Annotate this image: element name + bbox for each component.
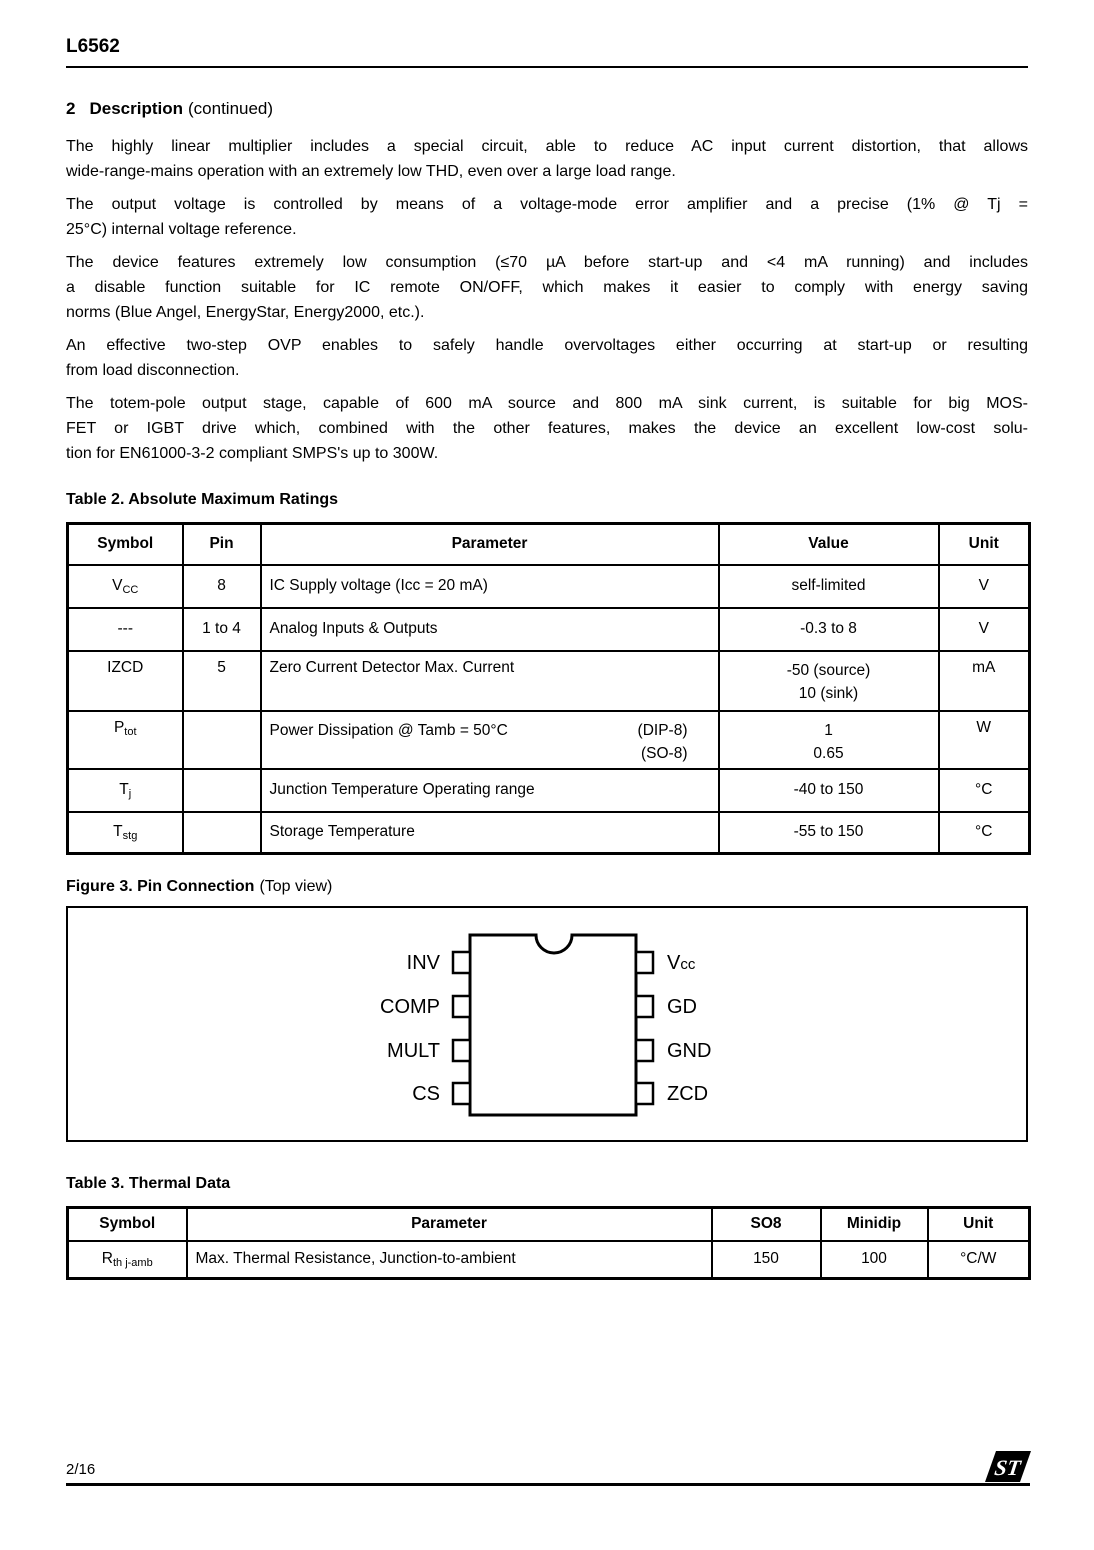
parameter-cell: Junction Temperature Operating range [261, 769, 719, 812]
pin-connection-figure [66, 906, 1028, 1142]
pin-cell: 5 [183, 651, 261, 711]
pin-label-inv: INV [406, 952, 440, 974]
pin-label-comp: COMP [380, 996, 440, 1018]
pin-label-gd: GD [667, 996, 697, 1018]
symbol-cell: $R_{th j-amb}$ [68, 1241, 187, 1279]
column-header: Minidip [821, 1208, 928, 1241]
figure3-caption [66, 877, 1028, 897]
section-number: 2 [66, 99, 76, 118]
column-header: SO8 [712, 1208, 821, 1241]
pin-box [636, 996, 653, 1017]
table-row [68, 812, 1030, 854]
unit-cell: mA [939, 651, 1030, 711]
column-header: Unit [928, 1208, 1030, 1241]
symbol-cell: $V_{CC}$ [68, 565, 183, 608]
parameter-cell: IC Supply voltage (Icc = 20 mA) [261, 565, 719, 608]
pin-label-gnd: GND [667, 1040, 712, 1062]
paragraph-line: The device features extremely low consumption (≤70 µA before start-up and <4 mA running) and includes [66, 254, 1028, 271]
table3-caption: Table 3. Thermal Data [66, 1175, 231, 1192]
figure3-caption-bold: Figure 3. Pin Connection [66, 878, 255, 895]
pin-box [453, 996, 470, 1017]
value-cell: -50 (source) 10 (sink) [719, 651, 939, 711]
column-header: Pin [183, 524, 261, 565]
paragraph-line: from load disconnection. [66, 362, 240, 379]
paragraph-line: The highly linear multiplier includes a special circuit, able to reduce AC input current distortion, that allows [66, 138, 1028, 155]
paragraph [66, 391, 1028, 466]
pin-cell [183, 769, 261, 812]
page-title: L6562 [66, 36, 120, 57]
paragraph-line: An effective two-step OVP enables to safely handle overvoltages either occurring at start-up or resulting [66, 337, 1028, 354]
so8-cell: 150 [712, 1241, 821, 1279]
page-number: 2/16 [66, 1461, 96, 1478]
pin-cell: 8 [183, 565, 261, 608]
paragraph-line: wide-range-mains operation with an extremely low THD, even over a large load range. [66, 163, 676, 180]
paragraph-line: The totem-pole output stage, capable of 600 mA source and 800 mA sink current, is suitable for big MOS- [66, 395, 1028, 412]
symbol-cell: $P_{tot}$ [68, 711, 183, 769]
unit-cell: °C [939, 769, 1030, 812]
pin-label-mult: MULT [387, 1040, 440, 1062]
pin-box [453, 952, 470, 973]
parameter-cell: Power Dissipation @ Tamb = 50°C (DIP-8) (SO-8) [261, 711, 719, 769]
paragraph-line: norms (Blue Angel, EnergyStar, Energy2000, etc.). [66, 304, 425, 321]
paragraph-line: The output voltage is controlled by means of a voltage-mode error amplifier and a precise (1% @ Tj = [66, 196, 1028, 213]
unit-cell: V [939, 608, 1030, 651]
table-row [68, 651, 1030, 711]
thermal-data-table [66, 1206, 1031, 1280]
table-row [68, 1241, 1030, 1279]
unit-cell: °C/W [928, 1241, 1030, 1279]
absolute-maximum-ratings-table [66, 522, 1031, 855]
figure3-caption-suffix: (Top view) [259, 878, 333, 895]
paragraph [66, 134, 1028, 184]
symbol-cell: $T_j$ [68, 769, 183, 812]
paragraph-line: tion for EN61000-3-2 compliant SMPS's up to 300W. [66, 445, 439, 462]
column-header: Symbol [68, 1208, 187, 1241]
table-row [68, 565, 1030, 608]
column-header: Unit [939, 524, 1030, 565]
unit-cell: °C [939, 812, 1030, 854]
table-header-row [68, 1208, 1030, 1241]
section-suffix: (continued) [188, 99, 274, 118]
pin-box [636, 1040, 653, 1061]
parameter-cell: Max. Thermal Resistance, Junction-to-ambient [187, 1241, 712, 1279]
paragraph-line: 25°C) internal voltage reference. [66, 221, 297, 238]
paragraph [66, 333, 1028, 383]
pin-label-cs: CS [412, 1083, 440, 1105]
table-row [68, 711, 1030, 769]
dip8-package-diagram [68, 908, 1025, 1139]
table2-caption: Table 2. Absolute Maximum Ratings [66, 491, 339, 508]
section-heading [66, 98, 1028, 120]
value-cell: -0.3 to 8 [719, 608, 939, 651]
value-cell: self-limited [719, 565, 939, 608]
pin-cell [183, 711, 261, 769]
pin-cell: 1 to 4 [183, 608, 261, 651]
symbol-cell: $T_{stg}$ [68, 812, 183, 854]
pin-box [636, 1083, 653, 1104]
parameter-cell: Storage Temperature [261, 812, 719, 854]
symbol-cell: IZCD [68, 651, 183, 711]
table-row [68, 769, 1030, 812]
unit-cell: W [939, 711, 1030, 769]
ic-package-outline [470, 935, 636, 1115]
description-paragraphs [66, 134, 1028, 466]
column-header: Parameter [187, 1208, 712, 1241]
svg-text:ST: ST [993, 1455, 1023, 1480]
value-cell: 1 0.65 [719, 711, 939, 769]
header-divider [66, 66, 1028, 68]
paragraph-line: a disable function suitable for IC remote ON/OFF, which makes it easier to comply with energy saving [66, 279, 1028, 296]
pin-box [636, 952, 653, 973]
parameter-cell: Zero Current Detector Max. Current [261, 651, 719, 711]
unit-cell: V [939, 565, 1030, 608]
table-header-row [68, 524, 1030, 565]
column-header: Value [719, 524, 939, 565]
pin-cell [183, 812, 261, 854]
table-row [68, 608, 1030, 651]
paragraph-line: FET or IGBT drive which, combined with the other features, makes the device an excellent low-cost solu- [66, 420, 1028, 437]
paragraph [66, 250, 1028, 325]
pin-box [453, 1083, 470, 1104]
column-header: Symbol [68, 524, 183, 565]
symbol-cell: --- [68, 608, 183, 651]
value-cell: -55 to 150 [719, 812, 939, 854]
footer-divider [66, 1483, 1030, 1486]
column-header: Parameter [261, 524, 719, 565]
value-cell: -40 to 150 [719, 769, 939, 812]
pin-box [453, 1040, 470, 1061]
st-logo [985, 1451, 1031, 1482]
pin-label-zcd: ZCD [667, 1083, 709, 1105]
minidip-cell: 100 [821, 1241, 928, 1279]
pin-label-vcc: Vcc [667, 952, 696, 974]
parameter-cell: Analog Inputs & Outputs [261, 608, 719, 651]
paragraph [66, 192, 1028, 242]
section-title: Description [89, 99, 183, 118]
